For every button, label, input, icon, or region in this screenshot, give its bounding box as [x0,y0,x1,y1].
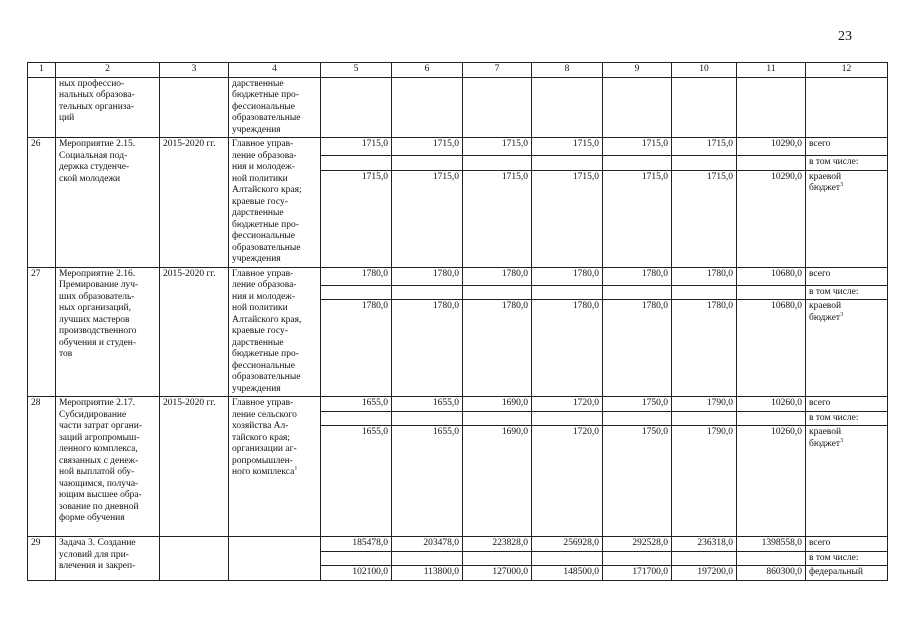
amount-total-cell: 1715,0 [321,138,392,156]
column-header: 9 [603,63,672,78]
empty-cell [463,411,532,426]
empty-cell [321,285,392,300]
measure-name-cell: ных профессио- нальных образова- тельных организа- ций [56,77,160,138]
amount-total-cell: 1715,0 [463,138,532,156]
empty-cell [321,551,392,566]
amount-source-cell: 10260,0 [737,426,806,537]
empty-cell [672,411,737,426]
empty-cell [672,551,737,566]
row-number-cell: 28 [28,397,56,537]
column-header: 7 [463,63,532,78]
amount-total-cell: 1780,0 [603,267,672,285]
amount-source-cell: 1715,0 [532,170,603,267]
empty-cell [737,411,806,426]
header-row [28,63,888,78]
empty-cell [532,551,603,566]
empty-cell [603,285,672,300]
amount-total-cell: 292528,0 [603,537,672,552]
amount-source-cell: 1715,0 [672,170,737,267]
footnote-marker: 3 [840,311,844,318]
amount-source-cell: 1655,0 [392,426,463,537]
amount-total-cell: 1715,0 [672,138,737,156]
period-cell: 2015-2020 гг. [160,267,229,397]
amount-source-cell: 148500,0 [532,566,603,581]
amount-source-cell: 1780,0 [392,300,463,397]
amount-source-cell: 1655,0 [321,426,392,537]
program-table [27,62,888,581]
row-number-cell: 29 [28,537,56,581]
amount-total-cell: 1780,0 [392,267,463,285]
amount-total-cell: 1790,0 [672,397,737,412]
measure-name-cell: Мероприятие 2.17. Субсидирование части затрат органи- заций агропромыш- ленного комплекса, связанных с денеж- ной выплатой обу- чающимся, получа- ющим высшее обра- зование по дневной форме обучения [56,397,160,537]
row-number-cell: 27 [28,267,56,397]
amount-source-cell: 1750,0 [603,426,672,537]
executor-cell [229,537,321,581]
amount-source-cell: 1780,0 [463,300,532,397]
empty-cell [806,77,888,138]
amount-source-cell: 1690,0 [463,426,532,537]
period-cell [160,77,229,138]
amount-total-cell: 1715,0 [532,138,603,156]
column-header: 2 [56,63,160,78]
amount-source-cell: 127000,0 [463,566,532,581]
amount-total-cell: 256928,0 [532,537,603,552]
amount-source-cell: 1715,0 [321,170,392,267]
column-header: 12 [806,63,888,78]
source-label-text: краевой бюджет [809,301,842,323]
empty-cell [392,156,463,171]
amount-source-cell: 102100,0 [321,566,392,581]
empty-cell [321,411,392,426]
footnote-marker: 3 [840,437,844,444]
measure-name-cell: Мероприятие 2.15. Социальная под- держка студенче- ской молодежи [56,138,160,268]
funding-source-label: федеральный [806,566,888,581]
funding-total-label: всего [806,138,888,156]
executor-text: Главное управ- ление сельского хозяйства Ал- тайского края; организации аг- ропромышлен- ного комплекса [232,398,297,477]
row-number-cell [28,77,56,138]
amount-source-cell: 197200,0 [672,566,737,581]
amount-total-cell: 1715,0 [603,138,672,156]
executor-cell [229,397,321,537]
empty-cell [321,156,392,171]
empty-cell [737,285,806,300]
empty-cell [463,285,532,300]
amount-total-cell: 10260,0 [737,397,806,412]
amount-source-cell: 10290,0 [737,170,806,267]
amount-total-cell: 1690,0 [463,397,532,412]
empty-cell [392,77,463,138]
amount-total-cell: 10680,0 [737,267,806,285]
amount-total-cell: 223828,0 [463,537,532,552]
amount-source-cell: 860300,0 [737,566,806,581]
empty-cell [532,285,603,300]
amount-total-cell: 1655,0 [392,397,463,412]
column-header: 6 [392,63,463,78]
amount-total-cell: 1715,0 [392,138,463,156]
funding-incl-label: в том числе: [806,285,888,300]
executor-cell: Главное управ- ление образова- ния и молодеж- ной политики Алтайского края; краевые госу- дарственные бюджетные про- фессиональные образовательные учреждения [229,138,321,268]
funding-incl-label: в том числе: [806,411,888,426]
column-header: 10 [672,63,737,78]
amount-source-cell: 1780,0 [532,300,603,397]
empty-cell [672,77,737,138]
empty-cell [532,77,603,138]
empty-cell [463,77,532,138]
source-label-text: краевой бюджет [809,427,842,449]
amount-total-cell: 185478,0 [321,537,392,552]
empty-cell [672,156,737,171]
amount-source-cell: 1780,0 [321,300,392,397]
empty-cell [737,156,806,171]
measure-row [28,267,888,285]
period-cell [160,537,229,581]
amount-total-cell: 10290,0 [737,138,806,156]
empty-cell [603,551,672,566]
amount-total-cell: 1780,0 [672,267,737,285]
column-header: 8 [532,63,603,78]
continuation-row [28,77,888,138]
executor-cell: дарственные бюджетные про- фессиональные образовательные учреждения [229,77,321,138]
row-number-cell: 26 [28,138,56,268]
amount-total-cell: 1655,0 [321,397,392,412]
amount-total-cell: 236318,0 [672,537,737,552]
footnote-marker: 3 [840,181,844,188]
amount-total-cell: 1780,0 [463,267,532,285]
amount-total-cell: 1720,0 [532,397,603,412]
amount-source-cell: 113800,0 [392,566,463,581]
empty-cell [737,551,806,566]
amount-source-cell: 1780,0 [603,300,672,397]
amount-total-cell: 1780,0 [532,267,603,285]
measure-name-cell: Мероприятие 2.16. Премирование луч- ших образователь- ных организаций, лучших мастеров производственного обучения и студен- тов [56,267,160,397]
column-header: 11 [737,63,806,78]
amount-source-cell: 10680,0 [737,300,806,397]
period-cell: 2015-2020 гг. [160,138,229,268]
task-name-cell: Задача 3. Создание условий для при- влечения и закреп- [56,537,160,581]
amount-source-cell: 1715,0 [392,170,463,267]
empty-cell [603,77,672,138]
amount-total-cell: 1750,0 [603,397,672,412]
column-header: 3 [160,63,229,78]
amount-source-cell: 171700,0 [603,566,672,581]
empty-cell [737,77,806,138]
empty-cell [392,411,463,426]
column-header: 1 [28,63,56,78]
funding-total-label: всего [806,397,888,412]
amount-total-cell: 1780,0 [321,267,392,285]
funding-source-label [806,426,888,537]
measure-row [28,397,888,412]
amount-source-cell: 1780,0 [672,300,737,397]
executor-cell: Главное управ- ление образова- ния и молодеж- ной политики Алтайского края, краевые госу- дарственные бюджетные про- фессиональные образовательные учреждения [229,267,321,397]
amount-source-cell: 1790,0 [672,426,737,537]
empty-cell [392,285,463,300]
empty-cell [532,411,603,426]
amount-source-cell: 1715,0 [603,170,672,267]
empty-cell [532,156,603,171]
funding-source-label [806,300,888,397]
empty-cell [463,551,532,566]
column-header: 5 [321,63,392,78]
funding-incl-label: в том числе: [806,156,888,171]
funding-source-label [806,170,888,267]
empty-cell [463,156,532,171]
footnote-marker: 1 [294,465,298,472]
task-row [28,537,888,552]
page-number: 23 [838,29,852,44]
amount-total-cell: 203478,0 [392,537,463,552]
empty-cell [672,285,737,300]
measure-row [28,138,888,156]
empty-cell [321,77,392,138]
source-label-text: краевой бюджет [809,171,842,193]
empty-cell [603,156,672,171]
period-cell: 2015-2020 гг. [160,397,229,537]
amount-source-cell: 1720,0 [532,426,603,537]
funding-total-label: всего [806,267,888,285]
funding-incl-label: в том числе: [806,551,888,566]
empty-cell [603,411,672,426]
amount-total-cell: 1398558,0 [737,537,806,552]
column-header: 4 [229,63,321,78]
funding-total-label: всего [806,537,888,552]
amount-source-cell: 1715,0 [463,170,532,267]
empty-cell [392,551,463,566]
